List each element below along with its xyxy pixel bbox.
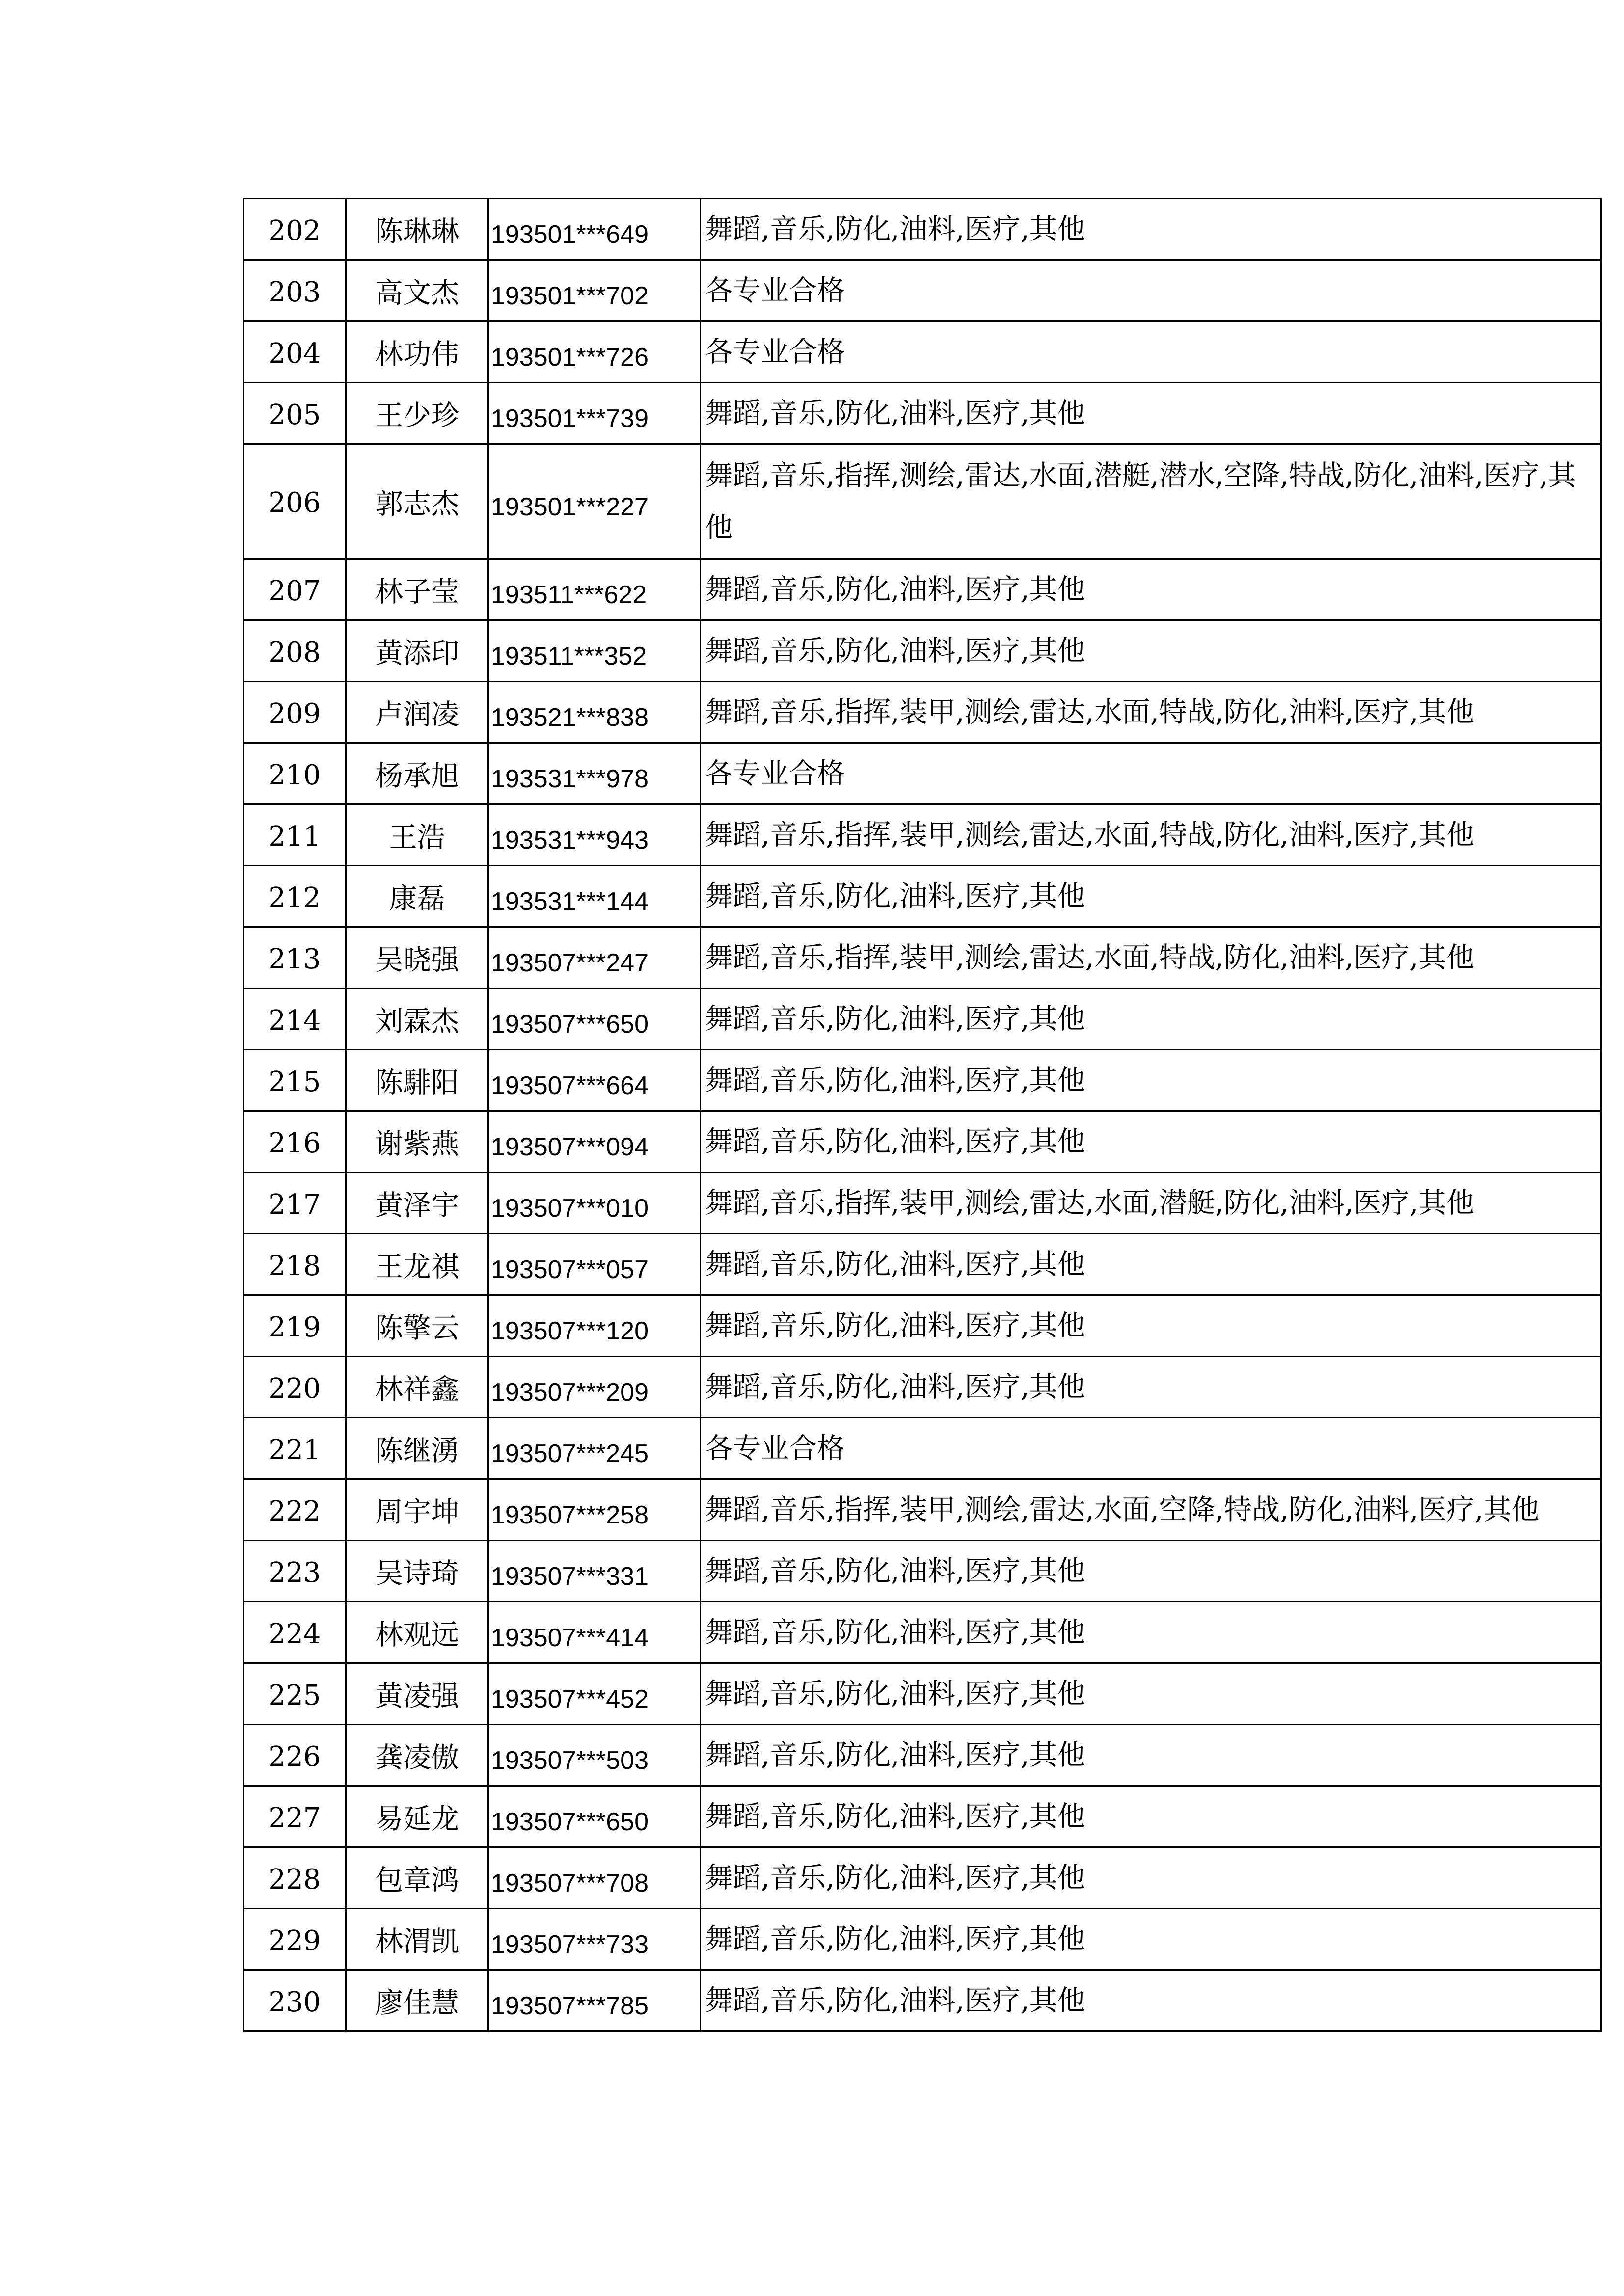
qualification-result-cell: 舞蹈,音乐,防化,油料,医疗,其他 bbox=[701, 559, 1601, 620]
table-row bbox=[244, 1909, 1601, 1970]
candidate-name-cell: 林祥鑫 bbox=[346, 1357, 488, 1418]
table-row bbox=[244, 1234, 1601, 1295]
candidate-name-cell: 林渭凯 bbox=[346, 1909, 488, 1970]
candidate-id-cell: 193507***650 bbox=[488, 1786, 701, 1847]
candidate-id-cell: 193507***245 bbox=[488, 1418, 701, 1479]
qualification-result-cell: 舞蹈,音乐,防化,油料,医疗,其他 bbox=[701, 1847, 1601, 1909]
table-row bbox=[244, 559, 1601, 620]
row-number-cell: 228 bbox=[244, 1847, 346, 1909]
row-number-cell: 215 bbox=[244, 1050, 346, 1111]
table-row bbox=[244, 383, 1601, 444]
candidate-name-cell: 周宇坤 bbox=[346, 1479, 488, 1541]
row-number-cell: 225 bbox=[244, 1663, 346, 1725]
table-row bbox=[244, 1847, 1601, 1909]
row-number-cell: 220 bbox=[244, 1357, 346, 1418]
row-number-cell: 221 bbox=[244, 1418, 346, 1479]
table-row bbox=[244, 927, 1601, 988]
candidate-id-cell: 193507***708 bbox=[488, 1847, 701, 1909]
qualification-result-cell: 舞蹈,音乐,指挥,测绘,雷达,水面,潜艇,潜水,空降,特战,防化,油料,医疗,其他 bbox=[701, 444, 1601, 559]
candidate-name-cell: 包章鸿 bbox=[346, 1847, 488, 1909]
qualification-result-cell: 各专业合格 bbox=[701, 260, 1601, 321]
row-number-cell: 230 bbox=[244, 1970, 346, 2031]
row-number-cell: 206 bbox=[244, 444, 346, 559]
candidate-name-cell: 谢紫燕 bbox=[346, 1111, 488, 1173]
qualification-result-cell: 舞蹈,音乐,指挥,装甲,测绘,雷达,水面,潜艇,防化,油料,医疗,其他 bbox=[701, 1173, 1601, 1234]
table-row bbox=[244, 1663, 1601, 1725]
candidate-name-cell: 郭志杰 bbox=[346, 444, 488, 559]
candidate-id-cell: 193501***649 bbox=[488, 199, 701, 260]
row-number-cell: 210 bbox=[244, 743, 346, 804]
table-row bbox=[244, 743, 1601, 804]
candidate-name-cell: 黄凌强 bbox=[346, 1663, 488, 1725]
table-row bbox=[244, 682, 1601, 743]
qualification-result-cell: 舞蹈,音乐,防化,油料,医疗,其他 bbox=[701, 1111, 1601, 1173]
table-row bbox=[244, 321, 1601, 383]
candidate-id-cell: 193507***414 bbox=[488, 1602, 701, 1663]
candidate-name-cell: 廖佳慧 bbox=[346, 1970, 488, 2031]
candidate-name-cell: 卢润凌 bbox=[346, 682, 488, 743]
row-number-cell: 211 bbox=[244, 804, 346, 866]
qualification-result-cell: 舞蹈,音乐,防化,油料,医疗,其他 bbox=[701, 620, 1601, 682]
candidate-name-cell: 陈继湧 bbox=[346, 1418, 488, 1479]
table-row bbox=[244, 1418, 1601, 1479]
candidate-id-cell: 193507***452 bbox=[488, 1663, 701, 1725]
row-number-cell: 208 bbox=[244, 620, 346, 682]
candidate-name-cell: 王少珍 bbox=[346, 383, 488, 444]
row-number-cell: 202 bbox=[244, 199, 346, 260]
candidate-id-cell: 193507***650 bbox=[488, 988, 701, 1050]
candidate-id-cell: 193501***726 bbox=[488, 321, 701, 383]
row-number-cell: 213 bbox=[244, 927, 346, 988]
candidate-id-cell: 193507***503 bbox=[488, 1725, 701, 1786]
table-row bbox=[244, 1602, 1601, 1663]
qualification-result-cell: 各专业合格 bbox=[701, 321, 1601, 383]
candidate-id-cell: 193507***120 bbox=[488, 1295, 701, 1357]
candidate-name-cell: 林功伟 bbox=[346, 321, 488, 383]
table-row bbox=[244, 444, 1601, 559]
table-row bbox=[244, 1479, 1601, 1541]
qualification-result-cell: 舞蹈,音乐,防化,油料,医疗,其他 bbox=[701, 1909, 1601, 1970]
qualification-result-cell: 舞蹈,音乐,防化,油料,医疗,其他 bbox=[701, 1786, 1601, 1847]
candidate-id-cell: 193501***227 bbox=[488, 444, 701, 559]
qualification-result-cell: 舞蹈,音乐,防化,油料,医疗,其他 bbox=[701, 1050, 1601, 1111]
qualification-result-cell: 各专业合格 bbox=[701, 743, 1601, 804]
table-row bbox=[244, 199, 1601, 260]
candidate-id-cell: 193507***247 bbox=[488, 927, 701, 988]
row-number-cell: 205 bbox=[244, 383, 346, 444]
candidate-id-cell: 193507***331 bbox=[488, 1541, 701, 1602]
candidate-id-cell: 193501***739 bbox=[488, 383, 701, 444]
table-row bbox=[244, 1111, 1601, 1173]
candidate-name-cell: 王浩 bbox=[346, 804, 488, 866]
table-row bbox=[244, 1050, 1601, 1111]
qualification-result-cell: 舞蹈,音乐,防化,油料,医疗,其他 bbox=[701, 1602, 1601, 1663]
row-number-cell: 227 bbox=[244, 1786, 346, 1847]
candidate-name-cell: 黄泽宇 bbox=[346, 1173, 488, 1234]
table-row bbox=[244, 1357, 1601, 1418]
qualification-result-cell: 舞蹈,音乐,防化,油料,医疗,其他 bbox=[701, 1295, 1601, 1357]
candidate-id-cell: 193511***622 bbox=[488, 559, 701, 620]
row-number-cell: 229 bbox=[244, 1909, 346, 1970]
candidate-name-cell: 杨承旭 bbox=[346, 743, 488, 804]
candidate-name-cell: 龚凌傲 bbox=[346, 1725, 488, 1786]
candidate-name-cell: 王龙祺 bbox=[346, 1234, 488, 1295]
candidate-id-cell: 193507***785 bbox=[488, 1970, 701, 2031]
candidate-id-cell: 193531***978 bbox=[488, 743, 701, 804]
candidate-id-cell: 193507***664 bbox=[488, 1050, 701, 1111]
table-row bbox=[244, 1295, 1601, 1357]
candidate-id-cell: 193507***733 bbox=[488, 1909, 701, 1970]
qualification-result-cell: 舞蹈,音乐,指挥,装甲,测绘,雷达,水面,特战,防化,油料,医疗,其他 bbox=[701, 682, 1601, 743]
qualification-result-cell: 舞蹈,音乐,防化,油料,医疗,其他 bbox=[701, 1663, 1601, 1725]
candidate-id-cell: 193507***057 bbox=[488, 1234, 701, 1295]
candidate-id-cell: 193507***094 bbox=[488, 1111, 701, 1173]
table-row bbox=[244, 866, 1601, 927]
candidate-id-cell: 193501***702 bbox=[488, 260, 701, 321]
row-number-cell: 209 bbox=[244, 682, 346, 743]
row-number-cell: 224 bbox=[244, 1602, 346, 1663]
table-row bbox=[244, 1725, 1601, 1786]
row-number-cell: 212 bbox=[244, 866, 346, 927]
qualification-result-cell: 舞蹈,音乐,防化,油料,医疗,其他 bbox=[701, 199, 1601, 260]
qualification-result-cell: 舞蹈,音乐,防化,油料,医疗,其他 bbox=[701, 1541, 1601, 1602]
candidate-name-cell: 林子莹 bbox=[346, 559, 488, 620]
table-row bbox=[244, 1970, 1601, 2031]
row-number-cell: 217 bbox=[244, 1173, 346, 1234]
qualification-result-cell: 舞蹈,音乐,指挥,装甲,测绘,雷达,水面,空降,特战,防化,油料,医疗,其他 bbox=[701, 1479, 1601, 1541]
candidate-id-cell: 193507***010 bbox=[488, 1173, 701, 1234]
row-number-cell: 223 bbox=[244, 1541, 346, 1602]
candidate-name-cell: 康磊 bbox=[346, 866, 488, 927]
row-number-cell: 203 bbox=[244, 260, 346, 321]
candidate-name-cell: 陈騑阳 bbox=[346, 1050, 488, 1111]
table-row bbox=[244, 1173, 1601, 1234]
qualification-result-cell: 舞蹈,音乐,防化,油料,医疗,其他 bbox=[701, 1725, 1601, 1786]
row-number-cell: 222 bbox=[244, 1479, 346, 1541]
candidate-id-cell: 193521***838 bbox=[488, 682, 701, 743]
qualification-result-cell: 舞蹈,音乐,防化,油料,医疗,其他 bbox=[701, 866, 1601, 927]
row-number-cell: 218 bbox=[244, 1234, 346, 1295]
qualification-result-cell: 舞蹈,音乐,防化,油料,医疗,其他 bbox=[701, 1234, 1601, 1295]
qualification-result-cell: 舞蹈,音乐,防化,油料,医疗,其他 bbox=[701, 383, 1601, 444]
row-number-cell: 214 bbox=[244, 988, 346, 1050]
candidate-id-cell: 193507***209 bbox=[488, 1357, 701, 1418]
candidate-name-cell: 吴晓强 bbox=[346, 927, 488, 988]
row-number-cell: 204 bbox=[244, 321, 346, 383]
qualification-result-cell: 舞蹈,音乐,防化,油料,医疗,其他 bbox=[701, 1357, 1601, 1418]
qualification-result-cell: 舞蹈,音乐,指挥,装甲,测绘,雷达,水面,特战,防化,油料,医疗,其他 bbox=[701, 927, 1601, 988]
qualification-result-cell: 各专业合格 bbox=[701, 1418, 1601, 1479]
qualification-result-cell: 舞蹈,音乐,防化,油料,医疗,其他 bbox=[701, 1970, 1601, 2031]
candidate-id-cell: 193511***352 bbox=[488, 620, 701, 682]
row-number-cell: 207 bbox=[244, 559, 346, 620]
candidate-name-cell: 陈擎云 bbox=[346, 1295, 488, 1357]
table-row bbox=[244, 620, 1601, 682]
candidate-id-cell: 193531***144 bbox=[488, 866, 701, 927]
candidate-name-cell: 黄添印 bbox=[346, 620, 488, 682]
table-row bbox=[244, 988, 1601, 1050]
results-table bbox=[243, 198, 1602, 2032]
candidate-name-cell: 高文杰 bbox=[346, 260, 488, 321]
candidate-name-cell: 刘霖杰 bbox=[346, 988, 488, 1050]
candidate-name-cell: 吴诗琦 bbox=[346, 1541, 488, 1602]
qualification-result-cell: 舞蹈,音乐,指挥,装甲,测绘,雷达,水面,特战,防化,油料,医疗,其他 bbox=[701, 804, 1601, 866]
candidate-id-cell: 193507***258 bbox=[488, 1479, 701, 1541]
row-number-cell: 219 bbox=[244, 1295, 346, 1357]
table-row bbox=[244, 1541, 1601, 1602]
candidate-name-cell: 易延龙 bbox=[346, 1786, 488, 1847]
results-table-body bbox=[244, 199, 1601, 2031]
candidate-id-cell: 193531***943 bbox=[488, 804, 701, 866]
table-row bbox=[244, 260, 1601, 321]
row-number-cell: 216 bbox=[244, 1111, 346, 1173]
candidate-name-cell: 林观远 bbox=[346, 1602, 488, 1663]
table-row bbox=[244, 1786, 1601, 1847]
row-number-cell: 226 bbox=[244, 1725, 346, 1786]
table-row bbox=[244, 804, 1601, 866]
candidate-name-cell: 陈琳琳 bbox=[346, 199, 488, 260]
qualification-result-cell: 舞蹈,音乐,防化,油料,医疗,其他 bbox=[701, 988, 1601, 1050]
